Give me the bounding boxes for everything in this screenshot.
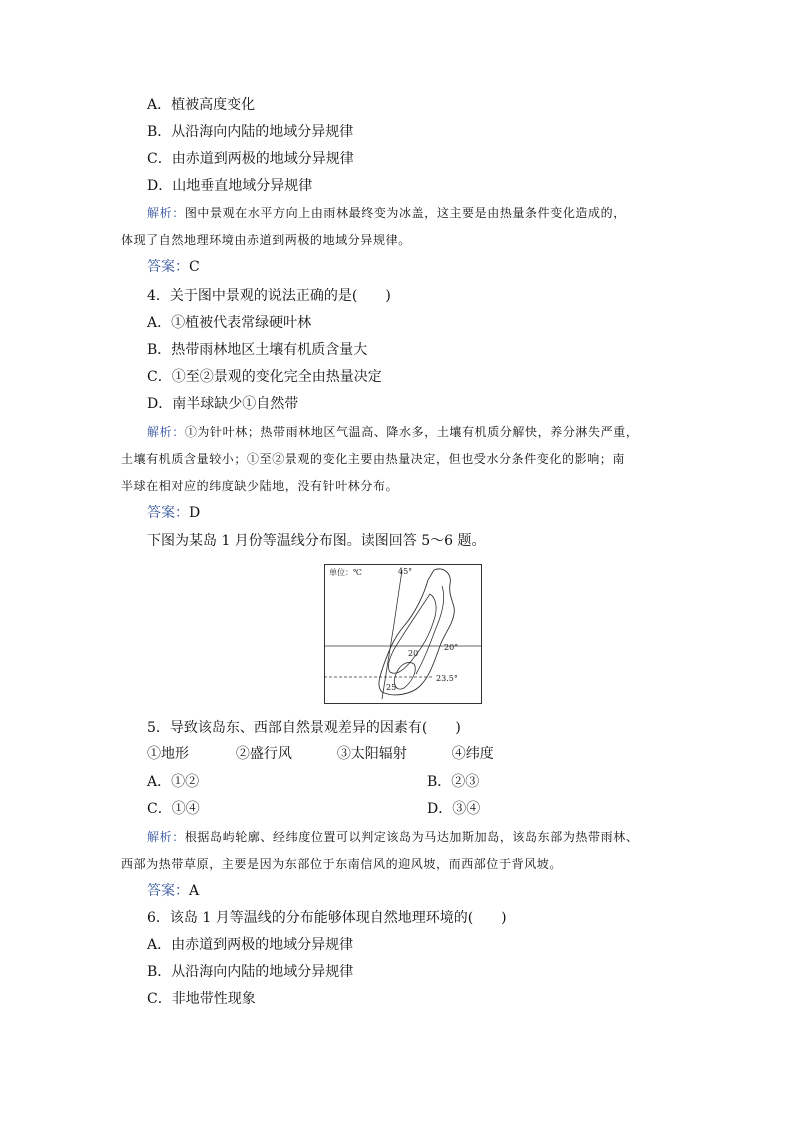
q6-option-b: B．从沿海向内陆的地域分异规律 xyxy=(147,964,354,980)
answer-label: 答案： xyxy=(147,883,189,899)
answer-value: A xyxy=(189,883,200,899)
q4-option-b: B．热带雨林地区土壤有机质含量大 xyxy=(147,342,368,358)
map-intro: 下图为某岛 1 月份等温线分布图。读图回答 5～6 题。 xyxy=(147,533,486,549)
q5-answer xyxy=(147,882,199,900)
q5-explanation xyxy=(147,828,638,846)
q3-option-a: A．植被高度变化 xyxy=(147,97,256,113)
q5-option-b: B．②③ xyxy=(427,774,480,790)
answer-value: C xyxy=(189,259,200,275)
answer-label: 答案： xyxy=(147,505,189,521)
answer-label: 答案： xyxy=(147,259,189,275)
q4-stem: 4．关于图中景观的说法正确的是( ) xyxy=(147,288,391,304)
tropic-label: 23.5° xyxy=(436,674,458,683)
q4-option-c: C．①至②景观的变化完全由热量决定 xyxy=(147,369,382,385)
q3-option-d: D．山地垂直地域分异规律 xyxy=(147,178,313,194)
q4-explanation-cont2: 半球在相对应的纬度缺少陆地，没有针叶林分布。 xyxy=(121,479,399,493)
explanation-label: 解析： xyxy=(147,425,185,439)
q3-explanation xyxy=(147,204,626,222)
q5-stem: 5．导致该岛东、西部自然景观差异的因素有( ) xyxy=(147,720,461,736)
q4-option-d: D．南半球缺少①自然带 xyxy=(147,396,299,412)
q6-stem: 6．该岛 1 月等温线的分布能够体现自然地理环境的( ) xyxy=(147,910,507,926)
q5-factors xyxy=(147,745,494,763)
explanation-label: 解析： xyxy=(147,206,185,220)
q5-explanation-cont: 西部为热带草原，主要是因为东部位于东南信风的迎风坡，而西部位于背风坡。 xyxy=(121,857,563,871)
unit-label: 单位：℃ xyxy=(329,568,362,577)
isotherm-map xyxy=(324,564,482,704)
latitude-20-label: 20° xyxy=(444,643,459,652)
q5-option-a: A．①② xyxy=(147,774,200,790)
q3-option-c: C．由赤道到两极的地域分异规律 xyxy=(147,151,354,167)
isotherm-20-label: 20 xyxy=(408,649,419,658)
q4-explanation xyxy=(147,423,638,441)
q4-answer xyxy=(147,504,200,522)
explanation-text: 根据岛屿轮廓、经纬度位置可以判定该岛为马达加斯加岛，该岛东部为热带雨林、 xyxy=(184,830,639,844)
longitude-label: 45° xyxy=(398,567,413,576)
factor-4: ④纬度 xyxy=(451,746,494,762)
factor-3: ③太阳辐射 xyxy=(336,746,407,762)
q5-option-c: C．①④ xyxy=(147,801,200,817)
q5-option-d: D．③④ xyxy=(427,801,481,817)
q4-explanation-cont: 土壤有机质含量较小；①至②景观的变化主要由热量决定，但也受水分条件变化的影响；南 xyxy=(121,452,626,466)
factor-1: ①地形 xyxy=(147,746,189,762)
answer-value: D xyxy=(189,505,201,521)
factor-2: ②盛行风 xyxy=(235,746,292,762)
q6-option-c: C．非地带性现象 xyxy=(147,991,256,1007)
q3-option-b: B．从沿海向内陆的地域分异规律 xyxy=(147,124,354,140)
explanation-text: 图中景观在水平方向上由雨林最终变为冰盖，这主要是由热量条件变化造成的， xyxy=(184,206,626,220)
explanation-label: 解析： xyxy=(147,830,185,844)
q6-option-a: A．由赤道到两极的地域分异规律 xyxy=(147,937,354,953)
explanation-text: ①为针叶林；热带雨林地区气温高、降水多，土壤有机质分解快，养分淋失严重， xyxy=(184,425,639,439)
q4-option-a: A．①植被代表常绿硬叶林 xyxy=(147,315,312,331)
q3-explanation-cont: 体现了自然地理环境由赤道到两极的地域分异规律。 xyxy=(121,233,411,247)
q3-answer xyxy=(147,258,200,276)
map-frame xyxy=(325,565,482,704)
isotherm-25-label: 25 xyxy=(386,683,397,692)
